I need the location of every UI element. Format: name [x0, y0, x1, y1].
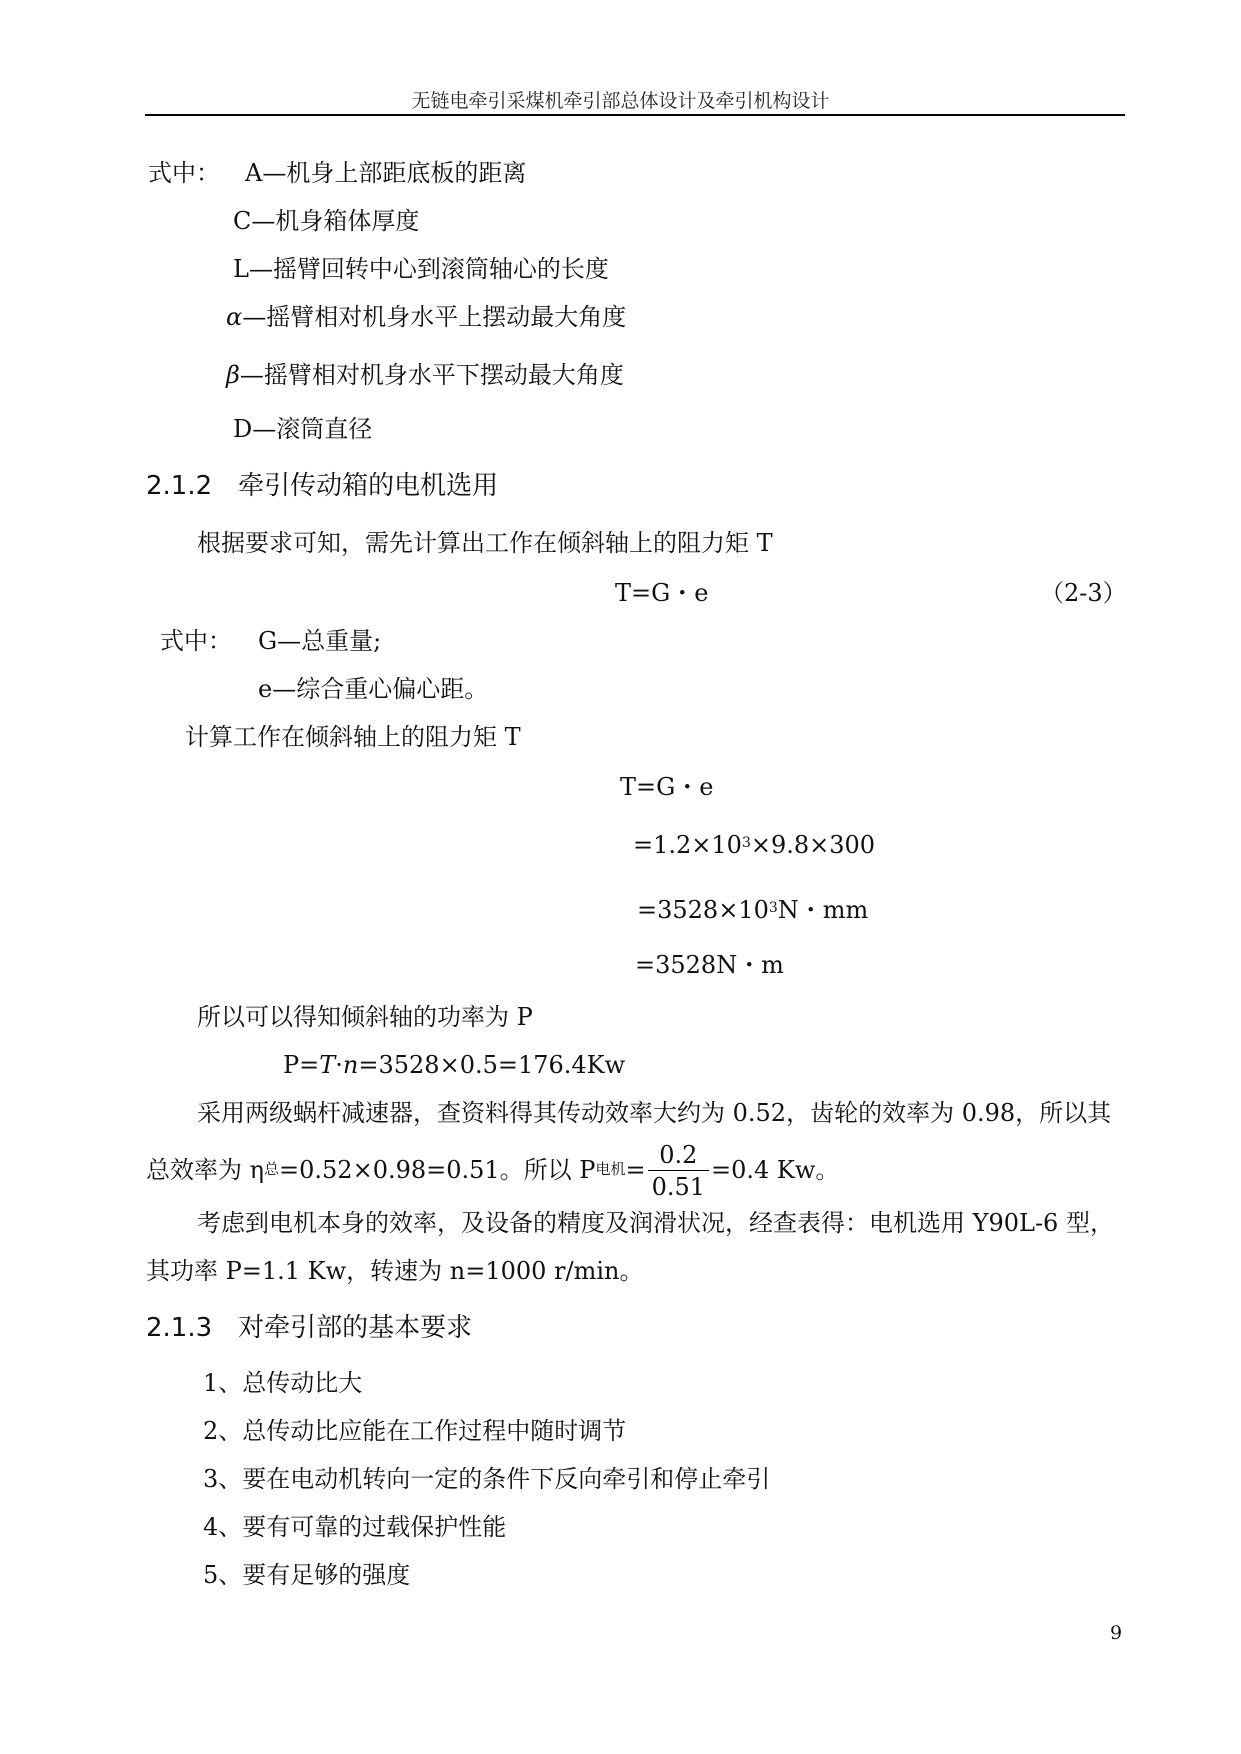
- def-c: C—机身箱体厚度: [233, 207, 420, 235]
- def-e: e—综合重心偏心距。: [258, 675, 489, 703]
- motor-power-fraction: $\frac{0.2}{0.51}$: [648, 1140, 709, 1203]
- calc-line-3: $=3528\times 10^3N$・mm: [637, 896, 869, 924]
- def-d: D—滚筒直径: [233, 415, 373, 443]
- formula-number: （2-3）: [1040, 579, 1127, 607]
- section-heading-2-1-2: 2.1.2 牵引传动箱的电机选用: [146, 471, 499, 501]
- calc-line-2: $=1.2\times 10^3\times 9.8\times 300$: [633, 831, 876, 859]
- where-label: 式中：: [148, 159, 220, 187]
- calc-line-4: =3528N・m: [635, 951, 784, 979]
- formula-2-3: T=G・e: [615, 579, 709, 607]
- where-label-2: 式中：: [160, 627, 232, 655]
- power-formula: P=T·n=3528×0.5=176.4Kw: [283, 1051, 626, 1079]
- power-intro: 所以可以得知倾斜轴的功率为 P: [197, 1003, 533, 1031]
- def-l: L—摇臂回转中心到滚筒轴心的长度: [233, 255, 609, 283]
- calc-line-1: T=G・e: [620, 773, 714, 801]
- alpha-symbol: α: [226, 303, 243, 331]
- list-item: 2、总传动比应能在工作过程中随时调节: [203, 1417, 627, 1445]
- list-item: 3、要在电动机转向一定的条件下反向牵引和停止牵引: [203, 1465, 771, 1493]
- section1-intro: 根据要求可知，需先计算出工作在倾斜轴上的阻力矩 T: [197, 529, 773, 557]
- list-item: 5、要有足够的强度: [203, 1561, 411, 1589]
- header-rule: [145, 114, 1125, 116]
- def-a: A—机身上部距底板的距离: [245, 159, 527, 187]
- def-alpha: α—摇臂相对机身水平上摆动最大角度: [226, 303, 627, 331]
- def-beta: β—摇臂相对机身水平下摆动最大角度: [226, 361, 624, 389]
- section-heading-2-1-3: 2.1.3 对牵引部的基本要求: [146, 1313, 473, 1343]
- para-motor-1: 考虑到电机本身的效率，及设备的精度及润滑状况，经查表得：电机选用 Y90L-6 型，: [197, 1209, 1114, 1237]
- para-motor-2: 其功率 P=1.1 Kw，转速为 n=1000 r/min。: [146, 1257, 644, 1285]
- para-efficiency-1: 采用两级蜗杆减速器，查资料得其传动效率大约为 0.52，齿轮的效率为 0.98，所以其: [197, 1099, 1112, 1127]
- para-efficiency-2: 总效率为 η总=0.52×0.98=0.51。所以 P电机= $\frac{0.2}{0.51}$ =0.4 Kw。: [146, 1141, 840, 1201]
- def-g: G—总重量;: [258, 627, 382, 655]
- calc-intro: 计算工作在倾斜轴上的阻力矩 T: [185, 723, 521, 751]
- list-item: 1、总传动比大: [203, 1369, 363, 1397]
- page-header: 无链电牵引采煤机牵引部总体设计及牵引机构设计: [411, 90, 830, 112]
- page-number: 9: [1110, 1622, 1123, 1644]
- list-item: 4、要有可靠的过载保护性能: [203, 1513, 507, 1541]
- beta-symbol: β: [226, 361, 240, 389]
